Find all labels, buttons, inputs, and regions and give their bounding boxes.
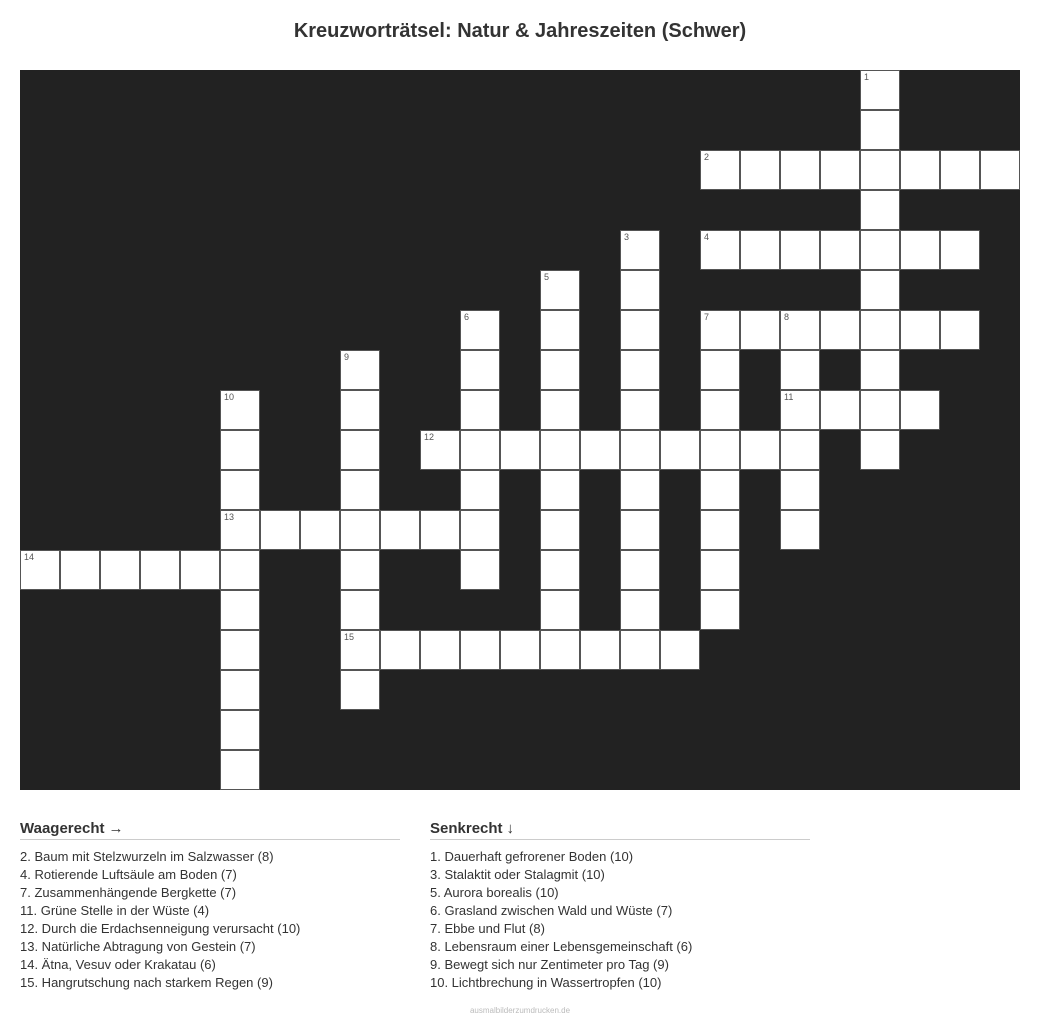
- crossword-grid: [20, 70, 1020, 790]
- crossword-cell[interactable]: [620, 590, 660, 630]
- across-clues: [20, 820, 400, 992]
- crossword-cell[interactable]: [780, 510, 820, 550]
- crossword-cell[interactable]: [700, 350, 740, 390]
- crossword-cell[interactable]: [340, 670, 380, 710]
- crossword-cell[interactable]: [540, 350, 580, 390]
- clue-number: 2: [704, 152, 710, 162]
- down-clue: 9. Bewegt sich nur Zentimeter pro Tag (9): [430, 957, 669, 972]
- down-heading: [430, 820, 810, 840]
- clue-number: 5: [544, 272, 550, 282]
- crossword-cell[interactable]: [420, 630, 460, 670]
- crossword-cell[interactable]: [900, 310, 940, 350]
- crossword-cell[interactable]: [780, 430, 820, 470]
- crossword-cell[interactable]: [540, 510, 580, 550]
- crossword-cell[interactable]: [300, 510, 340, 550]
- crossword-cell[interactable]: [820, 230, 860, 270]
- crossword-cell[interactable]: [380, 630, 420, 670]
- crossword-cell[interactable]: [100, 550, 140, 590]
- crossword-cell[interactable]: [220, 630, 260, 670]
- crossword-cell[interactable]: [340, 350, 380, 390]
- crossword-cell[interactable]: [220, 510, 260, 550]
- crossword-cell[interactable]: [860, 230, 900, 270]
- crossword-cell[interactable]: [460, 350, 500, 390]
- clue-number: 10: [224, 392, 235, 402]
- crossword-cell[interactable]: [220, 430, 260, 470]
- crossword-cell[interactable]: [780, 150, 820, 190]
- crossword-cell[interactable]: [460, 550, 500, 590]
- crossword-cell[interactable]: [540, 390, 580, 430]
- crossword-cell[interactable]: [780, 310, 820, 350]
- across-clue: 15. Hangrutschung nach starkem Regen (9): [20, 975, 273, 990]
- crossword-cell[interactable]: [380, 510, 420, 550]
- crossword-cell[interactable]: [340, 550, 380, 590]
- crossword-cell[interactable]: [660, 630, 700, 670]
- across-clue: 14. Ätna, Vesuv oder Krakatau (6): [20, 957, 216, 972]
- down-clue: 1. Dauerhaft gefrorener Boden (10): [430, 849, 634, 864]
- crossword-cell[interactable]: [340, 470, 380, 510]
- crossword-cell[interactable]: [20, 550, 60, 590]
- crossword-cell[interactable]: [260, 510, 300, 550]
- crossword-cell[interactable]: [740, 430, 780, 470]
- crossword-cell[interactable]: [460, 390, 500, 430]
- crossword-cell[interactable]: [460, 430, 500, 470]
- down-clue: 10. Lichtbrechung in Wassertropfen (10): [430, 975, 662, 990]
- down-clue: 6. Grasland zwischen Wald und Wüste (7): [430, 903, 673, 918]
- crossword-cell[interactable]: [620, 270, 660, 310]
- crossword-cell[interactable]: [700, 390, 740, 430]
- across-clue: 2. Baum mit Stelzwurzeln im Salzwasser (8): [20, 849, 274, 864]
- crossword-cell[interactable]: [860, 270, 900, 310]
- crossword-cell[interactable]: [620, 470, 660, 510]
- crossword-cell[interactable]: [740, 150, 780, 190]
- clue-number: 9: [344, 352, 350, 362]
- crossword-cell[interactable]: [700, 230, 740, 270]
- crossword-cell[interactable]: [580, 630, 620, 670]
- crossword-cell[interactable]: [860, 350, 900, 390]
- down-arrow-icon: ↓: [506, 820, 515, 837]
- crossword-cell[interactable]: [540, 430, 580, 470]
- crossword-cell[interactable]: [820, 150, 860, 190]
- crossword-cell[interactable]: [220, 750, 260, 790]
- crossword-cell[interactable]: [60, 550, 100, 590]
- crossword-cell[interactable]: [620, 430, 660, 470]
- crossword-cell[interactable]: [460, 510, 500, 550]
- crossword-cell[interactable]: [700, 550, 740, 590]
- crossword-cell[interactable]: [940, 150, 980, 190]
- crossword-cell[interactable]: [860, 110, 900, 150]
- crossword-cell[interactable]: [540, 470, 580, 510]
- crossword-cell[interactable]: [860, 150, 900, 190]
- crossword-cell[interactable]: [540, 630, 580, 670]
- crossword-cell[interactable]: [700, 430, 740, 470]
- crossword-cell[interactable]: [820, 310, 860, 350]
- crossword-cell[interactable]: [340, 630, 380, 670]
- down-clues: [430, 820, 810, 992]
- crossword-cell[interactable]: [180, 550, 220, 590]
- across-clue: 13. Natürliche Abtragung von Gestein (7): [20, 939, 256, 954]
- crossword-cell[interactable]: [340, 510, 380, 550]
- crossword-cell[interactable]: [340, 390, 380, 430]
- crossword-cell[interactable]: [660, 430, 700, 470]
- down-clue: 7. Ebbe und Flut (8): [430, 921, 545, 936]
- across-clue: 4. Rotierende Luftsäule am Boden (7): [20, 867, 237, 882]
- crossword-cell[interactable]: [700, 590, 740, 630]
- clue-number: 14: [24, 552, 35, 562]
- crossword-cell[interactable]: [220, 710, 260, 750]
- crossword-cell[interactable]: [420, 510, 460, 550]
- crossword-cell[interactable]: [220, 470, 260, 510]
- clue-number: 12: [424, 432, 435, 442]
- clue-number: 8: [784, 312, 790, 322]
- down-heading-label: Senkrecht: [430, 820, 503, 837]
- clue-number: 3: [624, 232, 630, 242]
- down-clue: 3. Stalaktit oder Stalagmit (10): [430, 867, 605, 882]
- crossword-cell[interactable]: [620, 310, 660, 350]
- across-clue: 12. Durch die Erdachsenneigung verursacht (10): [20, 921, 301, 936]
- crossword-cell[interactable]: [940, 310, 980, 350]
- crossword-cell[interactable]: [620, 350, 660, 390]
- crossword-cell[interactable]: [340, 430, 380, 470]
- crossword-cell[interactable]: [460, 310, 500, 350]
- page-title: Kreuzworträtsel: Natur & Jahreszeiten (Schwer): [293, 20, 747, 42]
- crossword-cell[interactable]: [740, 230, 780, 270]
- crossword-cell[interactable]: [540, 590, 580, 630]
- crossword-cell[interactable]: [500, 630, 540, 670]
- crossword-cell[interactable]: [700, 150, 740, 190]
- crossword-cell[interactable]: [860, 390, 900, 430]
- crossword-cell[interactable]: [540, 270, 580, 310]
- clue-number: 1: [864, 72, 870, 82]
- crossword-cell[interactable]: [540, 550, 580, 590]
- clue-number: 15: [344, 632, 355, 642]
- crossword-cell[interactable]: [700, 310, 740, 350]
- footer-credit: ausmalbilderzumdrucken.de: [469, 1006, 571, 1015]
- crossword-cell[interactable]: [540, 310, 580, 350]
- clue-number: 7: [704, 312, 710, 322]
- across-heading-label: Waagerecht: [20, 820, 105, 837]
- clue-number: 6: [464, 312, 470, 322]
- crossword-cell[interactable]: [860, 430, 900, 470]
- down-clue: 5. Aurora borealis (10): [430, 885, 559, 900]
- crossword-cell[interactable]: [580, 430, 620, 470]
- crossword-cell[interactable]: [620, 510, 660, 550]
- crossword-cell[interactable]: [460, 630, 500, 670]
- crossword-cell[interactable]: [140, 550, 180, 590]
- crossword-cell[interactable]: [620, 550, 660, 590]
- crossword-cell[interactable]: [860, 190, 900, 230]
- crossword-cell[interactable]: [620, 230, 660, 270]
- crossword-cell[interactable]: [740, 310, 780, 350]
- crossword-cell[interactable]: [340, 590, 380, 630]
- crossword-cell[interactable]: [900, 150, 940, 190]
- crossword-cell[interactable]: [500, 430, 540, 470]
- crossword-cell[interactable]: [820, 390, 860, 430]
- crossword-cell[interactable]: [620, 390, 660, 430]
- crossword-cell[interactable]: [220, 390, 260, 430]
- crossword-cell[interactable]: [420, 430, 460, 470]
- crossword-cell[interactable]: [860, 70, 900, 110]
- down-clue: 8. Lebensraum einer Lebensgemeinschaft (6): [430, 939, 693, 954]
- crossword-cell[interactable]: [460, 470, 500, 510]
- crossword-cell[interactable]: [980, 150, 1020, 190]
- crossword-cell[interactable]: [940, 230, 980, 270]
- crossword-cell[interactable]: [780, 350, 820, 390]
- crossword-cell[interactable]: [220, 670, 260, 710]
- crossword-cell[interactable]: [900, 230, 940, 270]
- crossword-cell[interactable]: [780, 470, 820, 510]
- clue-number: 4: [704, 232, 710, 242]
- crossword-cell[interactable]: [220, 590, 260, 630]
- across-heading: [20, 820, 400, 840]
- clue-number: 11: [784, 392, 794, 402]
- crossword-cell[interactable]: [220, 550, 260, 590]
- crossword-cell[interactable]: [620, 630, 660, 670]
- clue-number: 13: [224, 512, 235, 522]
- crossword-cell[interactable]: [780, 230, 820, 270]
- crossword-cell[interactable]: [700, 510, 740, 550]
- crossword-cell[interactable]: [900, 390, 940, 430]
- across-clue: 7. Zusammenhängende Bergkette (7): [20, 885, 237, 900]
- crossword-cell[interactable]: [780, 390, 820, 430]
- crossword-cell[interactable]: [860, 310, 900, 350]
- crossword-cell[interactable]: [700, 470, 740, 510]
- right-arrow-icon: →: [108, 820, 124, 837]
- across-clue: 11. Grüne Stelle in der Wüste (4): [20, 903, 210, 918]
